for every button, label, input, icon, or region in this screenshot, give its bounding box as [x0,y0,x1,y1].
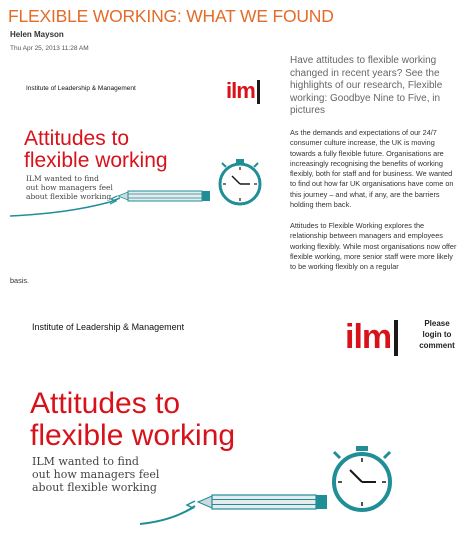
paragraph: Attitudes to Flexible Working explores the relationship between managers and employees working flexibly. While most organisations now offer flexible working, more senior staff were more likely to be working flexibly on a regular [290,221,457,272]
ilm-logo-text: ilm [226,78,255,103]
article-title: FLEXIBLE WORKING: WHAT WE FOUND [8,6,334,26]
subtitle-line: ILM wanted to find [32,455,139,468]
author-name[interactable]: Helen Mayson [10,30,64,39]
headline-line: flexible working [30,418,236,452]
subtitle-line: out how managers feel [32,468,160,482]
pencil-stopwatch-icon [140,440,410,530]
headline-line: flexible working [24,149,168,173]
subtitle-line: ILM wanted to find [26,174,99,183]
headline-line: Attitudes to [30,387,181,420]
banner-org-name: Institute of Leadership & Management [26,85,136,92]
ilm-logo-icon [345,320,398,356]
banner-org-name: Institute of Leadership & Management [32,322,185,332]
paragraph-continuation: basis. [10,276,30,285]
banner-image-small [10,70,285,220]
article-intro: Have attitudes to flexible working changed in recent years? See the highlights of our research, Flexible working: Goodbye Nine to Five, in pictures [290,55,443,116]
subtitle-line: about flexible working [32,481,157,495]
ilm-logo-icon [226,80,260,104]
ilm-logo-text: ilm [345,318,392,356]
banner-image-large [10,300,410,535]
login-line: comment [419,341,455,350]
login-line: login to [422,330,452,339]
paragraph: As the demands and expectations of our 24/7 consumer culture increase, the UK is moving towards a fully flexible future. Organisations are increasingly recognising the benefits of working flexibly, both for staff and for business. We wanted to find out how far UK organisations have come on this journey – and what, if any, are the barriers holding them back. [290,128,454,210]
post-date: Thu Apr 25, 2013 11:28 AM [10,45,89,52]
subtitle-line: about flexible working [26,192,112,201]
login-line: Please [424,319,450,328]
subtitle-line: out how managers feel [26,183,113,192]
headline-line: Attitudes to [24,127,130,150]
pencil-stopwatch-icon [10,158,285,220]
login-to-comment-link[interactable] [416,318,458,351]
